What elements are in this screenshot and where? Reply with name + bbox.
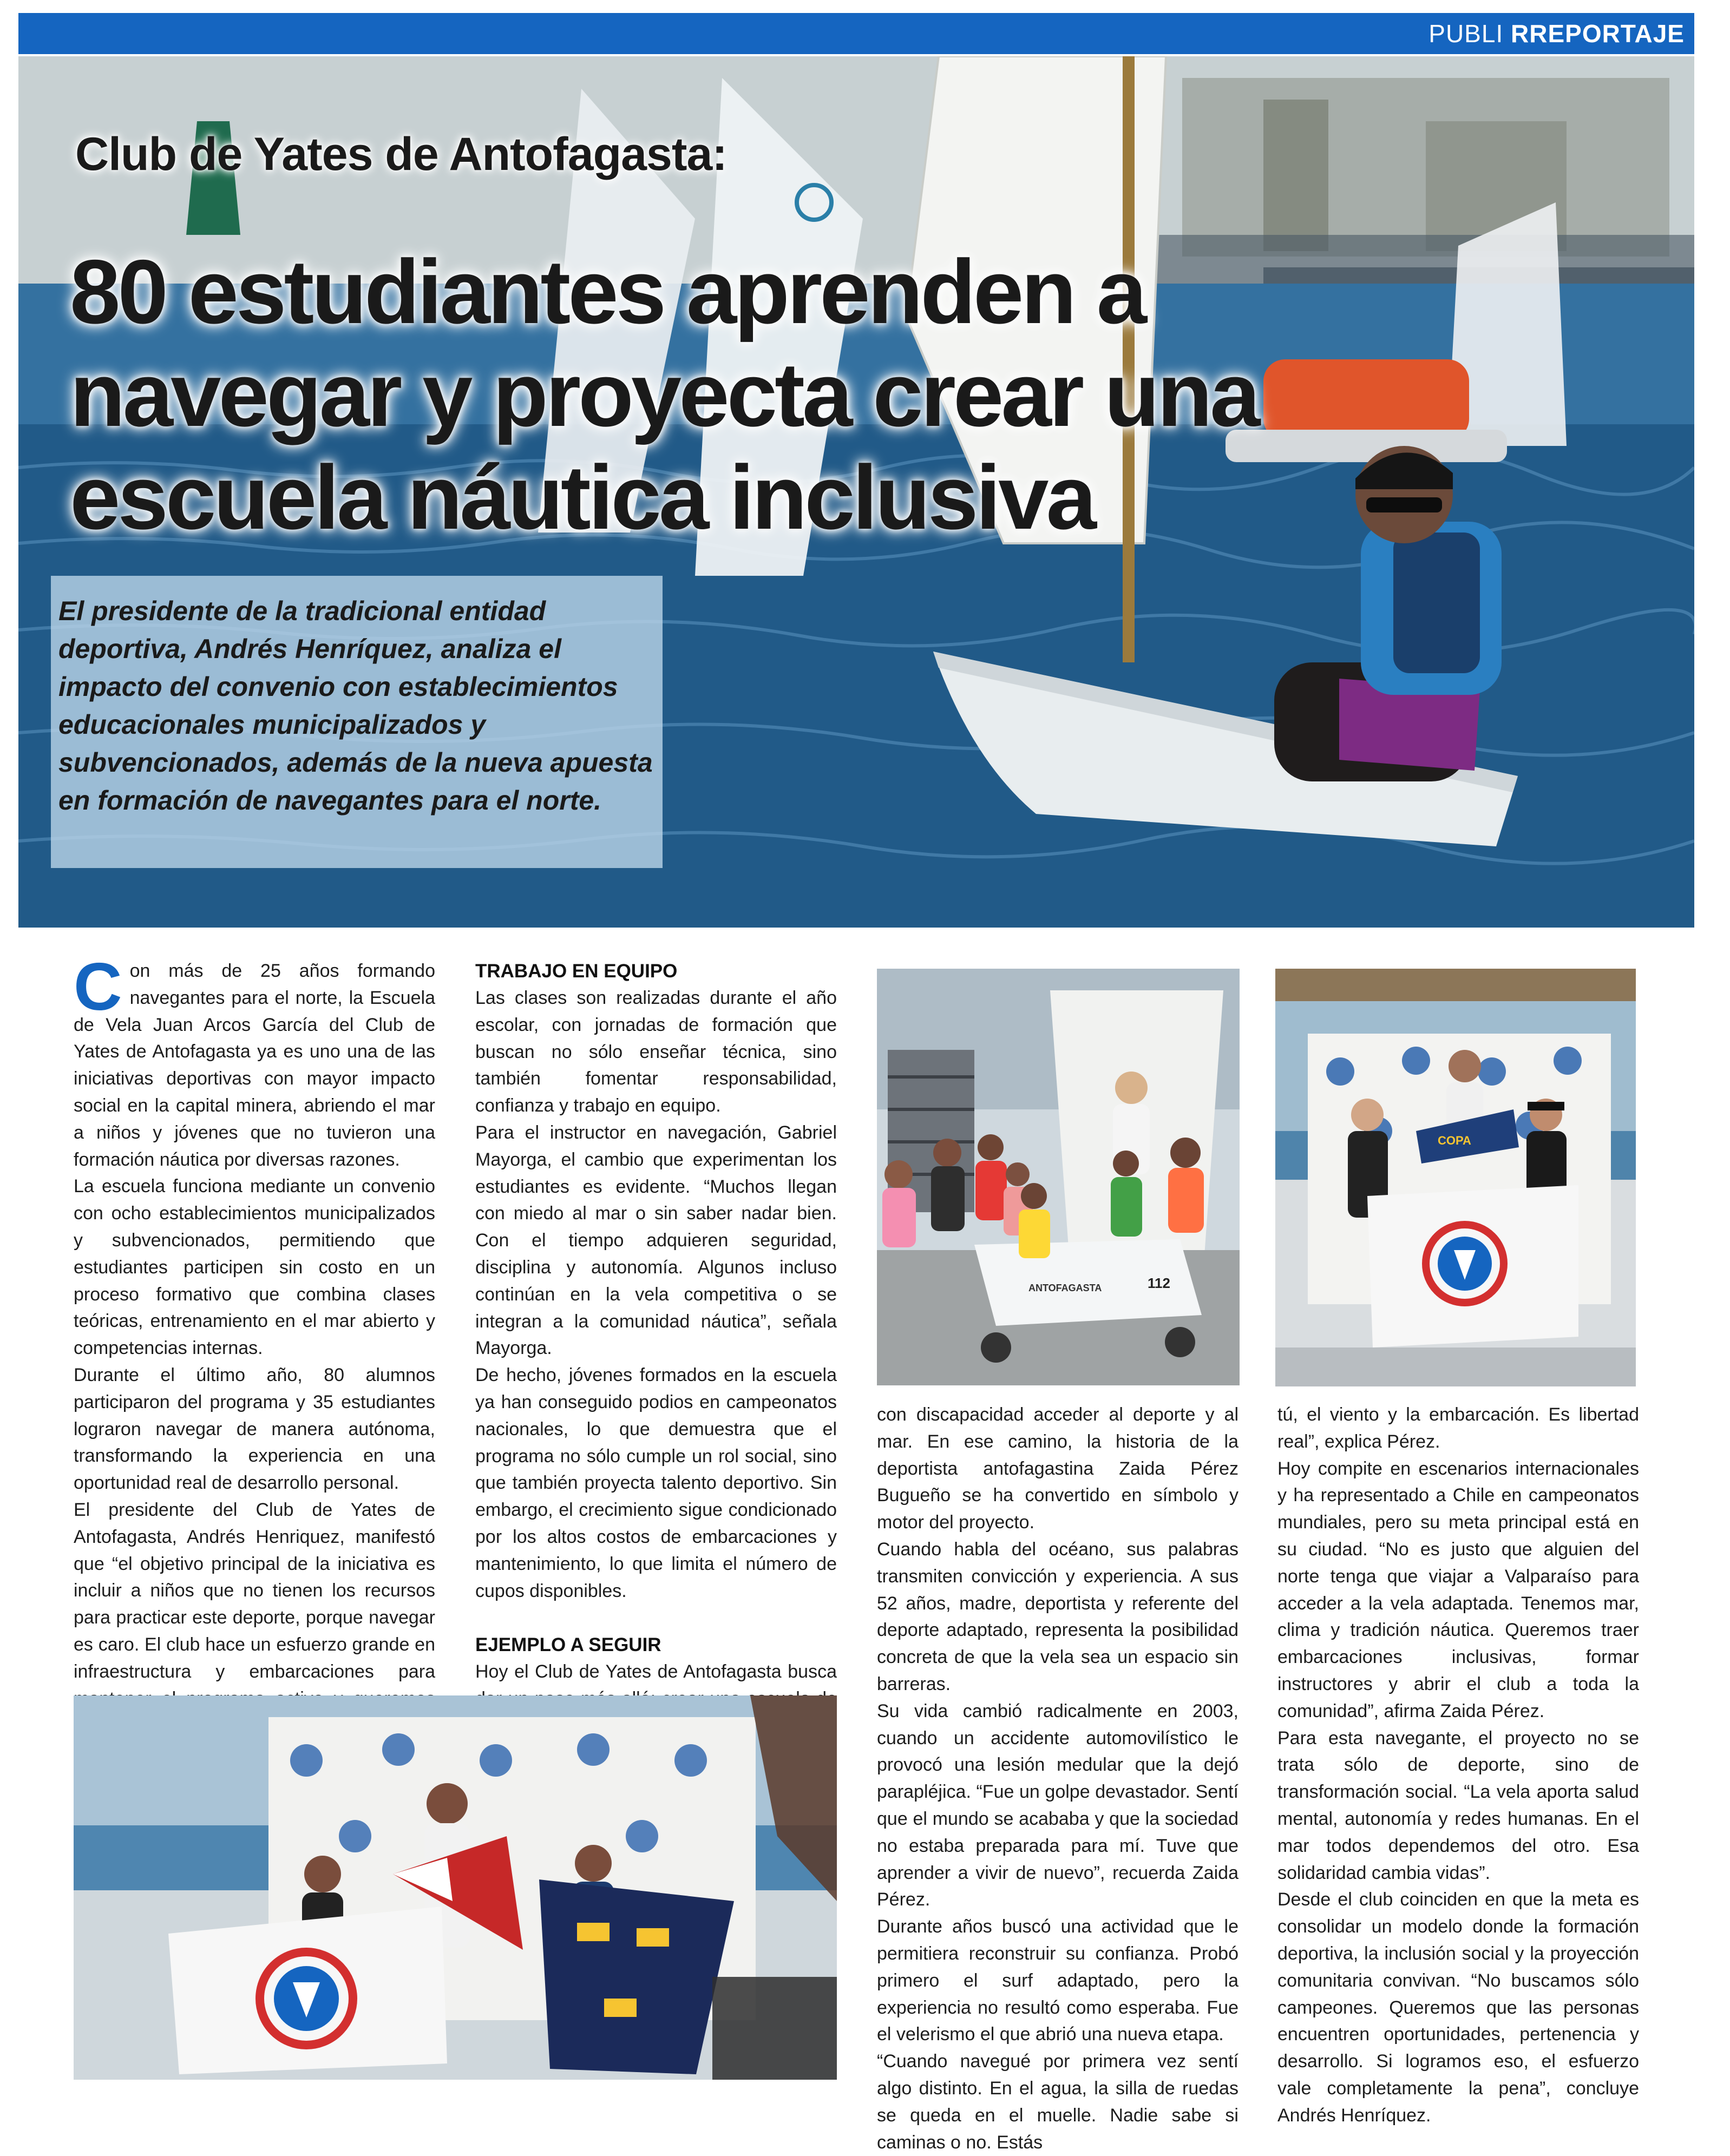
paragraph: La escuela funciona mediante un convenio con ocho establecimientos municipalizados y subvencionados, permitiendo que estudiantes participen sin costo en un proceso formativo que combina clases teóricas, entrenamiento en el mar abierto y competencias internas. bbox=[74, 1176, 435, 1359]
paragraph bbox=[74, 950, 435, 1173]
column-4 bbox=[1277, 1402, 1639, 2129]
paragraph: con discapacidad acceder al deporte y al mar. En ese camino, la historia de la deportista antofagastina Zaida Pérez Bugueño se ha convertido en símbolo y motor del proyecto. bbox=[877, 1404, 1238, 1533]
spacer bbox=[475, 1605, 837, 1632]
paragraph: De hecho, jóvenes formados en la escuela ya han conseguido podios en campeonatos nacionales, lo que demuestra que el programa no sólo cumple un rol social, sino que también proyecta talento deportivo. Sin embargo, el crecimiento sigue condicionado por los altos costos de embarcaciones y mantenimiento, lo que limita el número de cupos disponibles. bbox=[475, 1365, 837, 1601]
podium-boys-illustration bbox=[1275, 969, 1636, 1386]
boat-name: ANTOFAGASTA bbox=[1028, 1283, 1102, 1293]
section-bar bbox=[18, 13, 1694, 54]
pennant-text: COPA bbox=[1438, 1134, 1471, 1147]
students-boat-illustration bbox=[877, 969, 1240, 1385]
paragraph: Su vida cambió radicalmente en 2003, cuando un accidente automovilístico le provocó una lesión medular que la dejó parapléjica. “Fue un golpe devastador. Sentí que el mundo se acababa y que la sociedad no estaba preparada para mí. Tuve que aprender a vivir de nuevo”, recuerda Zaida Pérez. bbox=[877, 1700, 1238, 1910]
headline bbox=[70, 240, 1261, 549]
paragraph: Hoy compite en escenarios internacionales y ha representado a Chile en campeonatos mundiales, pero su meta principal está en su ciudad. “No es justo que alguien del norte tenga que viajar a Valparaíso para acceder a la vela adaptada. Tenemos mar, clima y tradición náutica. Queremos traer embarcaciones inclusivas, formar instructores y abrir el club a toda la comunidad”, afirma Zaida Pérez. bbox=[1277, 1458, 1639, 1721]
hero-photo bbox=[18, 56, 1694, 928]
paragraph: Durante años buscó una actividad que le permitiera reconstruir su confianza. Probó primero el surf adaptado, pero la experiencia no resultó como esperaba. Fue el velerismo el que abrió una nueva etapa. bbox=[877, 1916, 1238, 2045]
section-label bbox=[1428, 17, 1685, 50]
kicker: Club de Yates de Antofagasta: bbox=[75, 128, 727, 180]
paragraph: Desde el club coinciden en que la meta es consolidar un modelo donde la formación deportiva, la inclusión social y la proyección comunitaria convivan. “No buscamos sólo campeones. Queremos que las personas encuentren oportunidades, pertenencia y desarrollo. Si logramos eso, el esfuerzo vale completamente la pena”, concluye Andrés Henríquez. bbox=[1277, 1889, 1639, 2126]
column-3 bbox=[877, 1402, 1238, 2156]
paragraph: Durante el último año, 80 alumnos participaron del programa y 35 estudiantes lograron navegar de manera autónoma, transformando la experiencia en una oportunidad real de desarrollo personal. bbox=[74, 1364, 435, 1494]
column-1 bbox=[74, 950, 435, 1739]
headline-line: 80 estudiantes aprenden a bbox=[70, 241, 1145, 343]
photo-students-boat bbox=[877, 969, 1240, 1385]
paragraph: Para esta navegante, el proyecto no se trata sólo de deporte, sino de transformación social. “La vela aporta salud mental, autonomía y redes humanas. En el mar todos dependemos del otro. Esa solidaridad cambia vidas”. bbox=[1277, 1727, 1639, 1883]
photo-podium-girls bbox=[74, 1695, 837, 2080]
headline-line: navegar y proyecta crear una bbox=[70, 344, 1258, 445]
headline-line: escuela náutica inclusiva bbox=[70, 446, 1094, 548]
paragraph-text: on más de 25 años formando navegantes para el norte, la Escuela de Vela Juan Arcos García del Club de Yates de Antofagasta ya es uno una de las iniciativas deportivas con mayor impacto social en la capital minera, abriendo el mar a niños y jóvenes que no tuvieron una formación náutica por diversas razones. bbox=[74, 961, 435, 1170]
section-label-bold: RREPORTAJE bbox=[1511, 19, 1685, 48]
paragraph: tú, el viento y la embarcación. Es libertad real”, explica Pérez. bbox=[1277, 1404, 1639, 1452]
paragraph: Cuando habla del océano, sus palabras transmiten convicción y experiencia. A sus 52 años, madre, deportista y referente del deporte adaptado, representa la posibilidad concreta de que la vela sea un espacio sin barreras. bbox=[877, 1539, 1238, 1694]
paragraph: El presidente del Club de Yates de Antofagasta, Andrés Henriquez, manifestó que “el objetivo principal de la iniciativa es incluir a niños que no tienen los recursos para practicar este deporte, porque navegar es caro. El club hace un esfuerzo grande en infraestructura y embarcaciones para bbox=[74, 1499, 435, 1682]
deck: El presidente de la tradicional entidad deportiva, Andrés Henríquez, analiza el impacto del convenio con establecimientos educacionales municipalizados y subvencionados, además de la nueva apuesta en formación de navegantes para el norte. bbox=[58, 596, 653, 816]
section-label-light: PUBLI bbox=[1428, 19, 1504, 48]
subheading-trabajo: TRABAJO EN EQUIPO bbox=[475, 961, 678, 982]
column-2 bbox=[475, 958, 837, 1767]
dropcap: C bbox=[74, 950, 122, 1024]
paragraph: Hoy el Club de Yates de Antofagasta busca bbox=[475, 1661, 837, 1682]
paragraph: “Cuando navegué por primera vez sentí algo distinto. En el agua, la silla de ruedas se queda en el muelle. Nadie sabe si caminas o no. Estás bbox=[877, 2051, 1238, 2153]
photo-podium-boys bbox=[1275, 969, 1636, 1386]
podium-girls-illustration bbox=[74, 1695, 837, 2080]
paragraph: Las clases son realizadas durante el año escolar, con jornadas de formación que buscan no sólo enseñar técnica, sino también fomentar responsabilidad, confianza y trabajo en equipo. bbox=[475, 988, 837, 1116]
boat-number: 112 bbox=[1148, 1275, 1170, 1291]
subheading-ejemplo: EJEMPLO A SEGUIR bbox=[475, 1634, 661, 1656]
paragraph: Para el instructor en navegación, Gabriel Mayorga, el cambio que experimentan los estudiantes es evidente. “Muchos llegan con miedo al mar o sin saber nadar bien. Con el tiempo adquieren seguridad, disciplina y autonomía. Algunos incluso continúan en la vela competitiva o se integran a la comunidad náutica”, señala Mayorga. bbox=[475, 1122, 837, 1359]
